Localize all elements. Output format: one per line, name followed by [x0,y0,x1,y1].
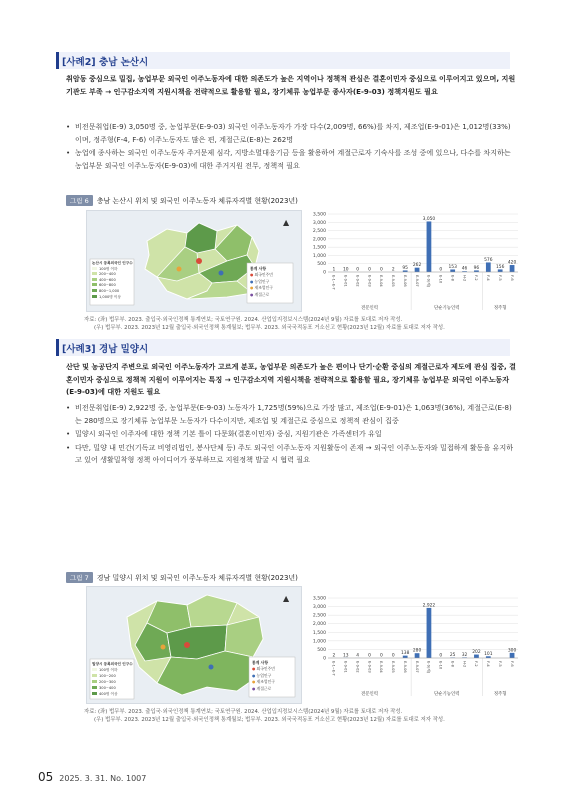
chart-background [306,594,522,698]
y-tick-label: 1,000 [312,253,326,259]
x-tick-label: E-8 [450,275,455,281]
case2-source [84,316,524,332]
x-tick-label: F-2 [474,275,479,281]
bar [415,268,420,272]
data-label: 95 [402,265,408,271]
x-tick-label: F-5 [497,661,502,667]
y-tick-label: 1,500 [312,630,326,636]
data-label: 101 [484,651,493,657]
group-label: 단순기능인력 [434,692,460,697]
chart-nonsan [306,210,522,312]
bar [510,265,515,272]
map-legend-item: 100명 이하 [92,267,136,273]
bar [510,653,515,658]
map-legend-item: ● 제조업인구 [252,679,275,685]
data-label: 0 [368,267,371,273]
figure7-title [66,572,298,583]
x-tick-label: E-9-06 [402,661,407,673]
map-legend-item: ● 농업인구 [250,278,270,284]
y-tick-label: 3,500 [312,212,326,218]
case2-header [56,52,510,69]
data-label: 46 [461,266,468,272]
x-tick-label: E-9-04 [379,661,384,673]
north-arrow-icon: ▲ [283,218,290,227]
figure-title-text: 경남 밀양시 위치 및 외국인 이주노동자 체류자격별 현황(2023년) [96,574,298,582]
case3-source [84,708,524,724]
map-legend-title: 논산시 등록외국인 인구수 [92,261,133,265]
bullet-text: 비전문취업(E-9) 3,050명 중, 농업부문(E-9-03) 외국인 이주노동자가 가장 다수(2,009명, 66%)를 차지, 제조업(E-9-01)은 1,012명(33%)이며, 정주형(F-4, F-6) 이주노동자도 많은 편, 계절근로(E-8)는 262명 [75,122,511,144]
map-legend-item: 200~300 [92,679,136,685]
data-label: 10 [343,267,349,273]
data-label: 4 [356,653,360,659]
map-legend-item: 300~400 [92,685,136,691]
bullet-text: 비전문취업(E-9) 2,922명 중, 농업부문(E-9-03) 노동자가 1,725명(59%)으로 가장 많고, 제조업(E-9-01)은 1,063명(36%), 계절근로(E-8)는 280명으로 장기체류 농업부문 노동자가 다수이지만, 제조업 및 계절근로 중심으로 정책적 관심이 집중 [75,403,512,425]
x-tick-label: E-9-05 [391,275,396,287]
data-label: 0 [356,267,360,273]
list-item: • 농업에 종사하는 외국인 이주노동자 주거문제 심각, 지방소멸대응기금 등을 활용하여 계절근로자 기숙사를 조성 중에 있으나, 다수를 차지하는 농업부문 외국인 이주노동자(E-9-03)에 대한 주거지원 전무, 정책적 필요 [66,148,511,170]
data-label: 576 [484,257,493,263]
x-tick-label: E-9-06 [402,275,407,287]
y-tick-label: 1,000 [312,639,326,645]
group-label: 전문인력 [361,692,379,697]
bar [427,221,432,272]
map-legend2-title: 통계 사항 [250,266,266,271]
x-tick-label: F-4 [486,275,491,281]
y-tick-label: 2,000 [312,622,326,628]
map-legend-item: 100~200 [92,673,136,679]
data-label: 13 [343,653,349,659]
source-line: (우) 법무부. 2023. 2023년 12월 출입국·외국인정책 통계월보; 법무부. 2023. 외국국적동포 거소신고 현황(2023년 12월) 자료를 토대로 저자 작성. [94,717,445,723]
x-tick-label: E-9(계) [426,661,431,674]
group-label: 정주형 [493,306,507,311]
y-tick-label: 0 [323,270,326,276]
map-legend [92,661,136,697]
data-label: 0 [439,653,443,659]
header-accent-bar [56,339,59,356]
data-label: 32 [461,652,468,658]
x-tick-label: E-10 [438,275,443,284]
header-accent-bar [56,52,59,69]
x-tick-label: E-9(계) [426,275,431,288]
data-label: 138 [400,651,410,657]
map-legend-title: 밀양시 등록외국인 인구수 [92,662,133,666]
y-tick-label: 2,500 [312,613,326,619]
map-legend-2 [252,660,296,692]
bullet-text: 농업에 종사하는 외국인 이주노동자 주거문제 심각, 지방소멸대응기금 등을 활용하여 계절근로자 기숙사를 조성 중에 있으나, 다수를 차지하는 농업부문 외국인 이주노동자(E-9-03)에 대한 주거지원 전무, 정책적 필요 [75,148,511,170]
x-tick-label: E-9-07 [414,661,419,673]
page-footer [38,770,146,784]
data-label: 0 [380,653,383,659]
group-label: 정주형 [493,692,507,697]
bullet-text: 다만, 밀양 내 민간(기독교 비영리법인, 봉사단체 등) 주도 외국인 이주노동자 지원활동이 존재 → 외국인 이주노동자와 밀접하게 활동을 유지하고 있어 생활밀착형 정책 아이디어가 풍부하므로 지원정책 발굴 시 협력 필요 [75,442,514,465]
case2-summary-text: 취암동 중심으로 밀집, 농업부문 외국인 이주노동자에 대한 의존도가 높은 지역이나 정책적 관심은 결혼이민자 중심으로 이루어지고 있으며, 지원기관도 부족 → 인구감소지역 지원시책을 전략적으로 활용할 필요, 장기체류 농업부문 종사자(E-9-03) 정책지원도 필요 [66,74,516,96]
data-label: 0 [391,653,395,659]
map-legend-item: ● 계절근로 [250,291,270,297]
figure-title-text: 충남 논산시 위치 및 외국인 이주노동자 체류자격별 현황(2023년) [96,197,298,205]
y-tick-label: 3,500 [312,596,326,602]
x-tick-label: E-9-05 [391,661,396,673]
list-item: • 비전문취업(E-9) 3,050명 중, 농업부문(E-9-03) 외국인 이주노동자가 가장 다수(2,009명, 66%)를 차지, 제조업(E-9-01)은 1,012명(33%)이며, 정주형(F-4, F-6) 이주노동자도 많은 편, 계절근로(E-8)는 262명 [66,122,511,144]
issue-info: 2025. 3. 31. No. 1007 [59,774,147,783]
x-tick-label: F-4 [486,661,491,667]
nonsan-map [86,210,302,312]
data-label: 25 [449,653,456,659]
bar [486,262,491,272]
case2-bullets [66,121,516,173]
data-label: 262 [412,263,422,269]
y-tick-label: 1,500 [312,245,326,251]
bar [415,653,420,658]
case3-header-text: [사례3] 경남 밀양시 [62,344,149,355]
x-tick-label: E-9-07 [414,275,419,287]
data-label: 0 [368,653,371,659]
map-legend2-title: 통계 사항 [252,660,268,665]
x-tick-label: E-9-04 [379,275,384,287]
x-tick-label: H-2 [462,661,467,668]
list-item: • 다만, 밀양 내 민간(기독교 비영리법인, 봉사단체 등) 주도 외국인 이주노동자 지원활동이 존재 → 외국인 이주노동자와 밀접하게 활동을 유지하고 있어 생활밀착형 정책 아이디어가 풍부하므로 지원정책 발굴 시 협력 필요 [66,442,514,465]
chart-miryang [306,594,522,698]
data-label: 0 [380,267,383,273]
data-label: 420 [507,260,517,266]
map-legend-item: 800~1,000 [92,289,136,295]
map-legend-item: 100명 이하 [92,667,136,673]
group-label: 단순기능인력 [434,306,460,311]
case3-summary [66,361,516,399]
data-label: 1 [332,267,336,273]
x-tick-label: E-9-03 [367,275,372,287]
north-arrow-icon: ▲ [283,594,290,603]
x-tick-label: F-5 [497,275,502,281]
x-tick-label: F-6 [509,275,514,281]
x-tick-label: E-1~E-7 [331,275,336,290]
y-tick-label: 500 [317,647,326,653]
case2-header-text: [사례2] 충남 논산시 [62,57,149,68]
data-label: 153 [448,264,457,270]
y-tick-label: 2,000 [312,237,326,243]
figure-tag: 그림 6 [66,195,93,206]
map-legend-item: ● 계절근로 [252,685,272,691]
source-line: 자료: (좌) 법무부. 2023. 출입국·외국인정책 통계연보; 국토연구원. 2024. 산업입지정보시스템(2024년 9월) 자료를 토대로 저자 작성. [84,709,403,715]
map-legend-item: ● 농업인구 [252,672,272,678]
y-tick-label: 500 [317,262,326,268]
data-label: 300 [507,648,517,654]
x-tick-label: H-2 [462,275,467,282]
data-label: 280 [412,648,422,654]
map-legend-item: ● 외국인주민 [250,272,273,278]
case3-summary-text: 산단 및 농공단지 주변으로 외국인 이주노동자가 고르게 분포, 농업부문 의존도가 높은 편이나 단기·순환 중심의 계절근로자 제도에 관심 집중, 결혼이민자 중심으로 정책적 지원이 이루어지는 특징 → 인구감소지역 지원시책을 전략적으로 활용할 필요, 장기체류 농업부문 외국인 이주노동자(E-9-03)에 대한 지원도 필요 [66,362,516,397]
map-legend-item: ● 외국인주민 [252,666,275,672]
data-label: 156 [495,264,505,270]
map-legend-item: 200~400 [92,272,136,278]
data-label: 3,050 [422,216,436,222]
x-tick-label: E-9-02 [355,275,360,287]
data-label: 202 [472,650,481,656]
bar [427,608,432,658]
y-tick-label: 0 [323,656,326,662]
x-tick-label: E-9-03 [367,661,372,673]
data-label: 2,922 [422,603,436,609]
group-label: 전문인력 [361,306,379,311]
y-tick-label: 3,000 [312,220,326,226]
data-label: 2 [391,267,395,273]
x-tick-label: E-9-02 [355,661,360,673]
figure-tag: 그림 7 [66,572,93,583]
x-tick-label: E-9-01 [343,275,348,287]
y-tick-label: 3,000 [312,605,326,611]
case3-bullets [66,402,516,468]
data-label: 2 [332,653,336,659]
x-tick-label: F-6 [509,661,514,667]
x-tick-label: E-8 [450,661,455,667]
list-item: • 비전문취업(E-9) 2,922명 중, 농업부문(E-9-03) 노동자가 1,725명(59%)으로 가장 많고, 제조업(E-9-01)은 1,063명(36%), 계절근로(E-8)는 280명으로 장기체류 농업부문 노동자가 다수이지만, 제조업 및 계절근로 중심으로 정책적 관심이 집중 [66,403,512,425]
bullet-text: 밀양시 외국인 이주자에 대한 정책 기본 틀이 다문화(결혼이민자) 중심, 지원기관은 가족센터가 유일 [75,429,382,439]
x-tick-label: E-9-01 [343,661,348,673]
miryang-map [86,586,302,704]
data-label: 96 [473,265,480,271]
map-legend-item: 1,000명 이상 [92,295,136,301]
list-item: • 밀양시 외국인 이주자에 대한 정책 기본 틀이 다문화(결혼이민자) 중심, 지원기관은 가족센터가 유일 [66,429,382,439]
x-tick-label: E-1~E-7 [331,661,336,676]
y-tick-label: 2,500 [312,229,326,235]
page-number: 05 [38,770,54,784]
map-legend-item: ● 제조업인구 [250,285,273,291]
map-legend-2 [250,266,294,298]
case3-header [56,339,510,356]
map-legend [92,261,136,300]
map-legend-item: 600~800 [92,283,136,289]
map-legend-item: 400명 이상 [92,691,136,697]
bar [474,655,479,658]
source-line: 자료: (좌) 법무부. 2023. 출입국·외국인정책 통계연보; 국토연구원. 2024. 산업입지정보시스템(2024년 9월) 자료를 토대로 저자 작성. [84,317,403,323]
x-tick-label: E-10 [438,661,443,670]
x-tick-label: F-2 [474,661,479,667]
source-line: (우) 법무부. 2023. 2023년 12월 출입국·외국인정책 통계월보; 법무부. 2023. 외국국적동포 거소신고 현황(2023년 12월) 자료를 토대로 저자 작성. [94,325,445,331]
figure6-title [66,195,298,206]
case2-summary [66,73,516,98]
map-legend-item: 400~600 [92,278,136,284]
data-label: 0 [439,267,443,273]
